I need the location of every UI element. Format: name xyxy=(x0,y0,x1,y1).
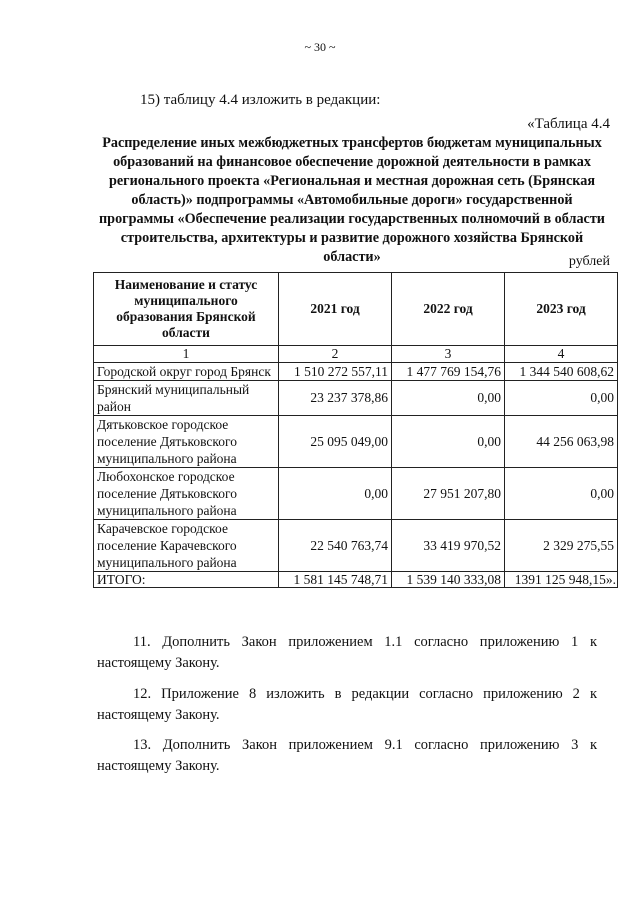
value-2023: 1 344 540 608,62 xyxy=(505,363,618,381)
table-row xyxy=(94,363,618,381)
column-number-row xyxy=(94,346,618,363)
value-2023: 2 329 275,55 xyxy=(505,520,618,572)
value-2023: 0,00 xyxy=(505,381,618,416)
unit-label: рублей xyxy=(568,254,610,269)
row-name: Брянский муниципальный район xyxy=(94,381,279,416)
row-name: Городской округ город Брянск xyxy=(94,363,279,381)
table-row xyxy=(94,520,618,572)
col-number: 1 xyxy=(94,346,279,363)
row-name: Карачевское городское поселение Карачевского муниципального района xyxy=(94,520,279,572)
value-2022: 1 477 769 154,76 xyxy=(392,363,505,381)
col-number: 4 xyxy=(505,346,618,363)
value-2022: 0,00 xyxy=(392,416,505,468)
transfers-table xyxy=(93,272,618,588)
table-row xyxy=(94,416,618,468)
value-2022: 0,00 xyxy=(392,381,505,416)
value-2022: 33 419 970,52 xyxy=(392,520,505,572)
page-number: ~ 30 ~ xyxy=(304,40,336,54)
col-number: 2 xyxy=(279,346,392,363)
paragraph-12: 12. Приложение 8 изложить в редакции согласно приложению 2 к настоящему Закону. xyxy=(97,686,597,723)
value-2021: 0,00 xyxy=(279,468,392,520)
col-number: 3 xyxy=(392,346,505,363)
table-reference: «Таблица 4.4 xyxy=(527,116,610,132)
total-label: ИТОГО: xyxy=(94,572,279,588)
total-row xyxy=(94,572,618,588)
total-2021: 1 581 145 748,71 xyxy=(279,572,392,588)
value-2021: 25 095 049,00 xyxy=(279,416,392,468)
header-2022: 2022 год xyxy=(392,273,505,346)
table-header-row xyxy=(94,273,618,346)
value-2021: 1 510 272 557,11 xyxy=(279,363,392,381)
value-2021: 22 540 763,74 xyxy=(279,520,392,572)
value-2023: 0,00 xyxy=(505,468,618,520)
paragraph-11: 11. Дополнить Закон приложением 1.1 согласно приложению 1 к настоящему Закону. xyxy=(97,634,597,671)
value-2022: 27 951 207,80 xyxy=(392,468,505,520)
total-2023: 1391 125 948,15». xyxy=(505,572,618,588)
header-municipality: Наименование и статус муниципального образования Брянской области xyxy=(94,273,279,346)
row-name: Дятьковское городское поселение Дятьковского муниципального района xyxy=(94,416,279,468)
row-name: Любохонское городское поселение Дятьковского муниципального района xyxy=(94,468,279,520)
paragraph-13: 13. Дополнить Закон приложением 9.1 согласно приложению 3 к настоящему Закону. xyxy=(97,737,597,774)
intro-text: 15) таблицу 4.4 изложить в редакции: xyxy=(140,92,381,108)
header-2023: 2023 год xyxy=(505,273,618,346)
value-2023: 44 256 063,98 xyxy=(505,416,618,468)
value-2021: 23 237 378,86 xyxy=(279,381,392,416)
table-row xyxy=(94,381,618,416)
table-row xyxy=(94,468,618,520)
header-2021: 2021 год xyxy=(279,273,392,346)
total-2022: 1 539 140 333,08 xyxy=(392,572,505,588)
table-title: Распределение иных межбюджетных трансфертов бюджетам муниципальных образований на финансовое обеспечение дорожной деятельности в рамках регионального проекта «Региональная и местная дорожная сеть (Брянская область)» подпрограммы «Автомобильные дороги» государственной программы «Обеспечение реализации государственных полномочий в области строительства, архитектуры и развитие дорожного хозяйства Брянской области» xyxy=(99,135,605,265)
